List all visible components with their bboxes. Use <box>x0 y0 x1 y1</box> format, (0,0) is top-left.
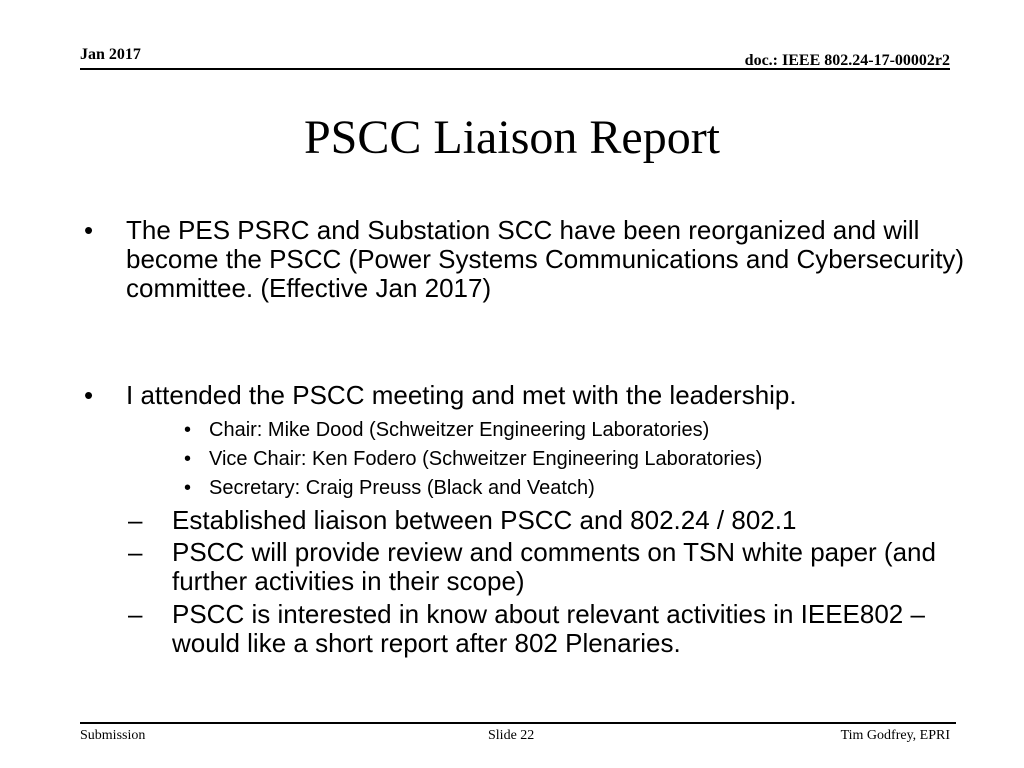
dash-text: PSCC is interested in know about relevant activities in IEEE802 – would like a short report after 802 Plenaries. <box>172 599 925 658</box>
dash-marker: – <box>128 599 143 629</box>
footer-divider <box>80 722 956 724</box>
dash-marker: – <box>128 505 143 535</box>
header-doc-id: doc.: IEEE 802.24-17-00002r2 <box>744 52 950 69</box>
sub-bullet-text: Chair: Mike Dood (Schweitzer Engineering Laboratories) <box>209 419 710 441</box>
sub-bullet-text: Secretary: Craig Preuss (Black and Veatch) <box>209 477 595 499</box>
header-divider <box>80 68 950 70</box>
header-date: Jan 2017 <box>80 46 141 63</box>
sub-bullet-text: Vice Chair: Ken Fodero (Schweitzer Engineering Laboratories) <box>209 448 763 470</box>
bullet-marker: • <box>84 380 94 410</box>
footer-slide-number: Slide 22 <box>488 728 535 743</box>
sub-bullet-marker: • <box>184 448 192 470</box>
slide-title: PSCC Liaison Report <box>303 111 721 164</box>
dash-text: Established liaison between PSCC and 802.24 / 802.1 <box>172 505 797 535</box>
footer-submission: Submission <box>80 728 146 743</box>
sub-bullet-marker: • <box>184 477 192 499</box>
bullet-marker: • <box>84 215 94 245</box>
sub-bullet-marker: • <box>184 419 192 441</box>
dash-text: PSCC will provide review and comments on TSN white paper (and further activities in their scope) <box>172 537 936 596</box>
bullet-text: I attended the PSCC meeting and met with the leadership. <box>126 380 797 410</box>
dash-marker: – <box>128 537 143 567</box>
bullet-text: The PES PSRC and Substation SCC have been reorganized and will become the PSCC (Power Systems Communications and Cybersecurity) committee. (Effective Jan 2017) <box>126 215 965 303</box>
footer-author: Tim Godfrey, EPRI <box>840 728 950 743</box>
